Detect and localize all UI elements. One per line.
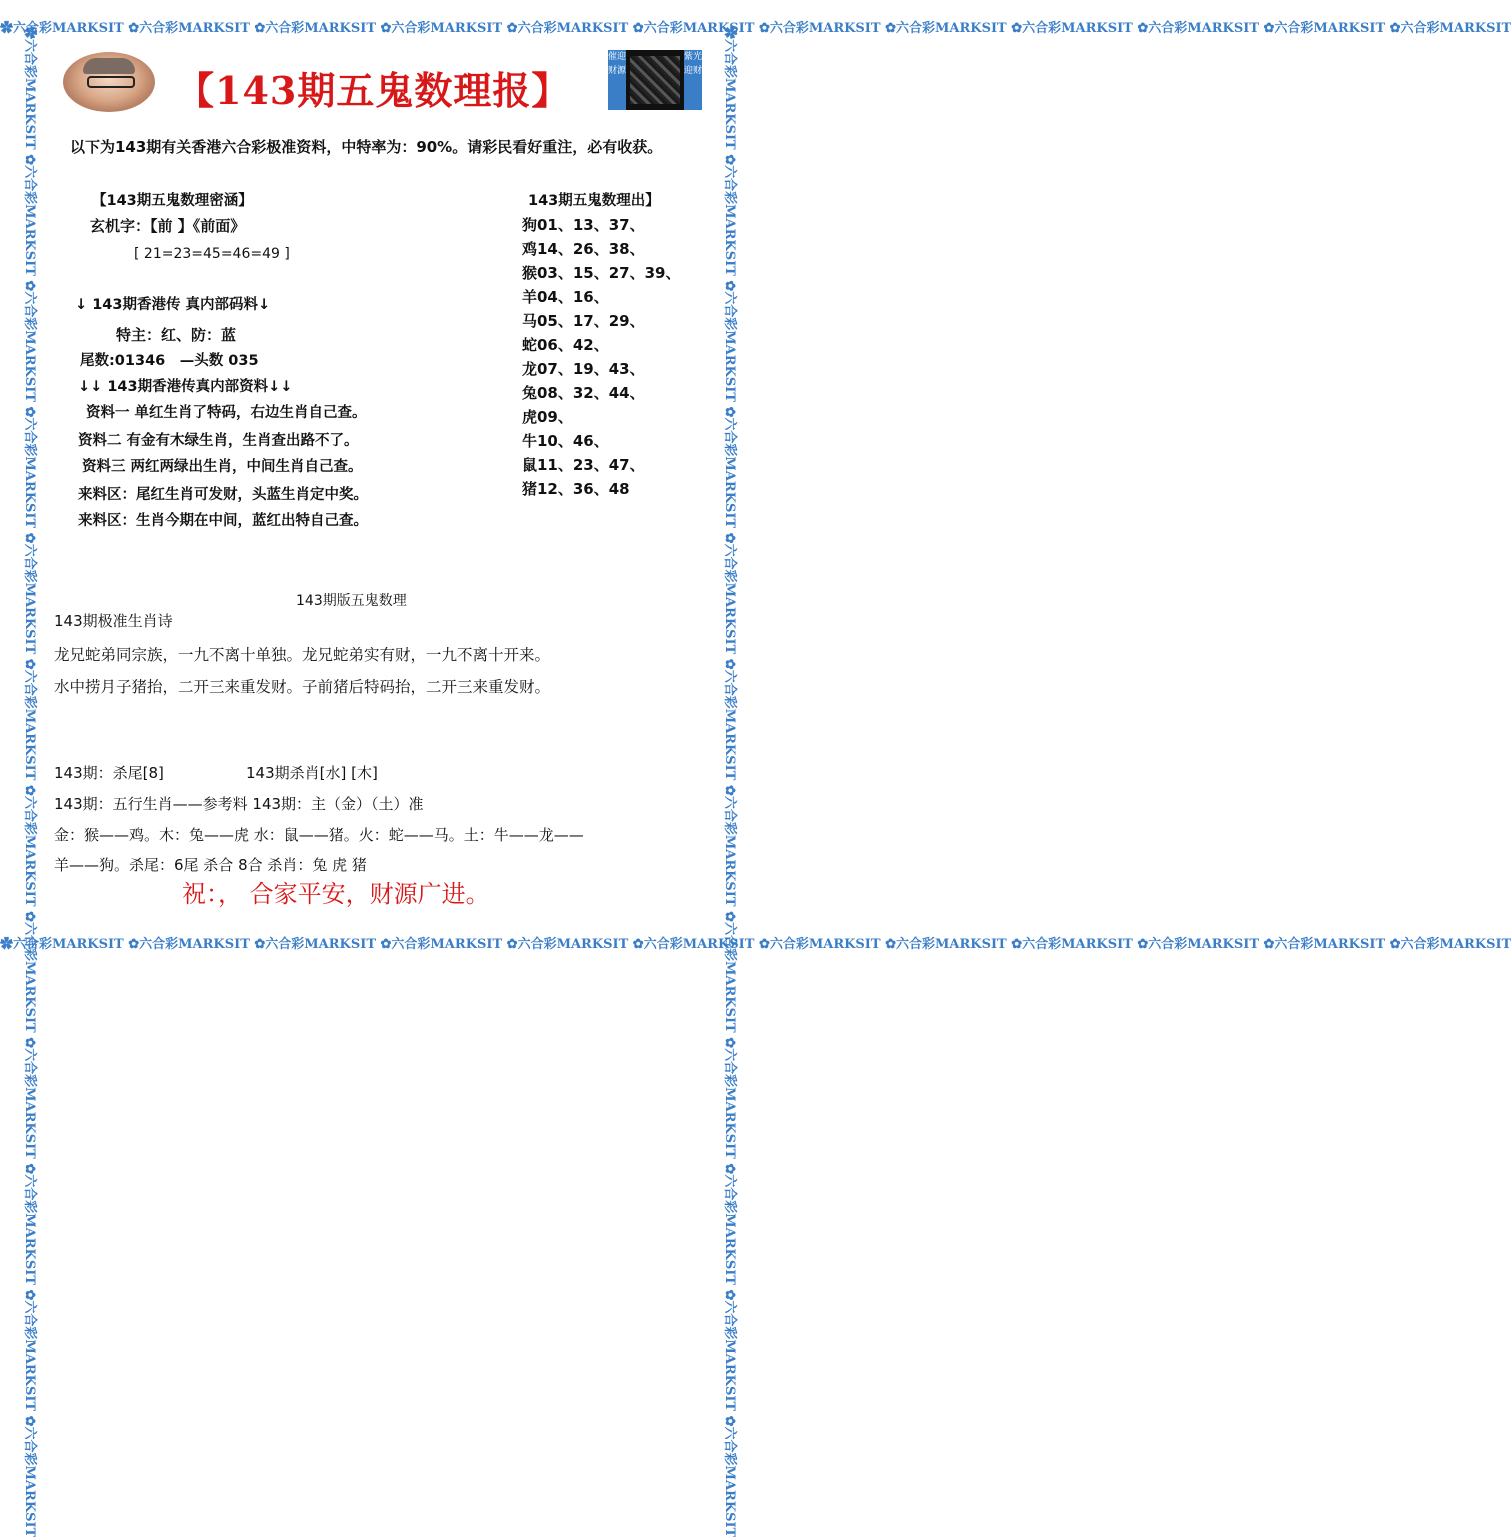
qr-pattern xyxy=(630,56,680,104)
page-title: 【143期五鬼数理报】 xyxy=(176,68,571,113)
poem-heading: 143期极准生肖诗 xyxy=(54,612,173,630)
tezhu-text: 特主：红、防：蓝 xyxy=(116,326,237,344)
zodiac-row-dog: 狗01、13、37、 xyxy=(522,216,645,234)
info-line-5: 来料区：生肖今期在中间，蓝红出特自己查。 xyxy=(78,513,368,529)
avatar-hair xyxy=(83,58,135,74)
xuanji-text: 玄机字：【前 】《前面》 xyxy=(90,217,246,235)
blessing-text: 祝：， 合家平安，财源广进。 xyxy=(182,880,490,908)
insider-heading-2: ↓↓ 143期香港传真内部资料↓↓ xyxy=(78,379,293,395)
zodiac-row-rat: 鼠11、23、47、 xyxy=(522,456,645,474)
zodiac-row-tiger: 虎09、 xyxy=(522,408,573,426)
zodiac-row-pig: 猪12、36、48 xyxy=(522,480,630,498)
zodiac-row-horse: 马05、17、29、 xyxy=(522,312,645,330)
right-border: ✿六合彩MARKSIT ✿六合彩MARKSIT ✿六合彩MARKSIT ✿六合彩MARKSIT ✿六合彩MARKSIT ✿六合彩MARKSIT ✿六合彩MARKSIT ✿六合彩MARKSIT ✿六合彩MARKSIT ✿六合彩MARKSIT ✿六合彩MARKSIT ✿六合彩MARKSIT xyxy=(722,26,737,1537)
elements-mapping-1: 金：猴——鸡。木：兔——虎 水：鼠——猪。火：蛇——马。土：牛——龙—— xyxy=(54,826,584,844)
zodiac-row-goat: 羊04、16、 xyxy=(522,288,609,306)
weishu-text: 尾数:01346 —头数 035 xyxy=(80,353,259,369)
numbers-heading: 143期五鬼数理出】 xyxy=(528,193,660,209)
poem-line-2: 水中捞月子猪抬，二开三来重发财。子前猪后特码抬，二开三来重发财。 xyxy=(54,678,551,696)
kill-zodiac-text: 143期杀肖[水] [木] xyxy=(246,764,378,782)
zodiac-row-rooster: 鸡14、26、38、 xyxy=(522,240,645,258)
intro-text: 以下为143期有关香港六合彩极准资料，中特率为：90%。请彩民看好重注，必有收获。 xyxy=(70,138,663,156)
mixin-heading: 【143期五鬼数理密涵】 xyxy=(92,193,253,209)
zodiac-row-monkey: 猴03、15、27、39、 xyxy=(522,264,681,282)
qr-label-right: 紫光迎财 xyxy=(684,50,702,110)
qr-code xyxy=(608,50,702,110)
section-title: 143期版五鬼数理 xyxy=(296,593,407,609)
left-border: ✿六合彩MARKSIT ✿六合彩MARKSIT ✿六合彩MARKSIT ✿六合彩MARKSIT ✿六合彩MARKSIT ✿六合彩MARKSIT ✿六合彩MARKSIT ✿六合彩MARKSIT ✿六合彩MARKSIT ✿六合彩MARKSIT ✿六合彩MARKSIT ✿六合彩MARKSIT xyxy=(22,26,37,1537)
info-line-4: 来料区：尾红生肖可发财，头蓝生肖定中奖。 xyxy=(78,487,368,503)
elements-mapping-2: 羊——狗。杀尾：6尾 杀合 8合 杀肖：兔 虎 猪 xyxy=(54,856,367,874)
zodiac-row-dragon: 龙07、19、43、 xyxy=(522,360,645,378)
zodiac-number-list xyxy=(522,214,712,504)
top-border: ✿六合彩MARKSIT ✿六合彩MARKSIT ✿六合彩MARKSIT ✿六合彩MARKSIT ✿六合彩MARKSIT ✿六合彩MARKSIT ✿六合彩MARKSIT ✿六合彩MARKSIT ✿六合彩MARKSIT ✿六合彩MARKSIT ✿六合彩MARKSIT ✿六合彩MARKSIT xyxy=(0,21,1511,36)
qr-label-left: 催迎财源 xyxy=(608,50,626,110)
bottom-border: ✿六合彩MARKSIT ✿六合彩MARKSIT ✿六合彩MARKSIT ✿六合彩MARKSIT ✿六合彩MARKSIT ✿六合彩MARKSIT ✿六合彩MARKSIT ✿六合彩MARKSIT ✿六合彩MARKSIT ✿六合彩MARKSIT ✿六合彩MARKSIT ✿六合彩MARKSIT xyxy=(0,937,1511,952)
poem-line-1: 龙兄蛇弟同宗族，一九不离十单独。龙兄蛇弟实有财，一九不离十开来。 xyxy=(54,646,551,664)
avatar-glasses xyxy=(87,76,135,88)
zodiac-row-snake: 蛇06、42、 xyxy=(522,336,609,354)
info-line-2: 资料二 有金有木绿生肖，生肖查出路不了。 xyxy=(78,433,359,449)
kill-tail-text: 143期：杀尾[8] xyxy=(54,764,164,782)
info-line-3: 资料三 两红两绿出生肖，中间生肖自己查。 xyxy=(82,459,363,475)
formula-text: [ 21=23=45=46=49 ] xyxy=(134,246,290,262)
insider-heading: ↓ 143期香港传 真内部码料↓ xyxy=(75,297,271,313)
five-elements-text: 143期：五行生肖——参考料 143期：主（金）（土）准 xyxy=(54,795,424,813)
zodiac-row-rabbit: 兔08、32、44、 xyxy=(522,384,645,402)
avatar xyxy=(63,52,155,112)
zodiac-row-ox: 牛10、46、 xyxy=(522,432,609,450)
info-line-1: 资料一 单红生肖了特码，右边生肖自己查。 xyxy=(86,405,367,421)
